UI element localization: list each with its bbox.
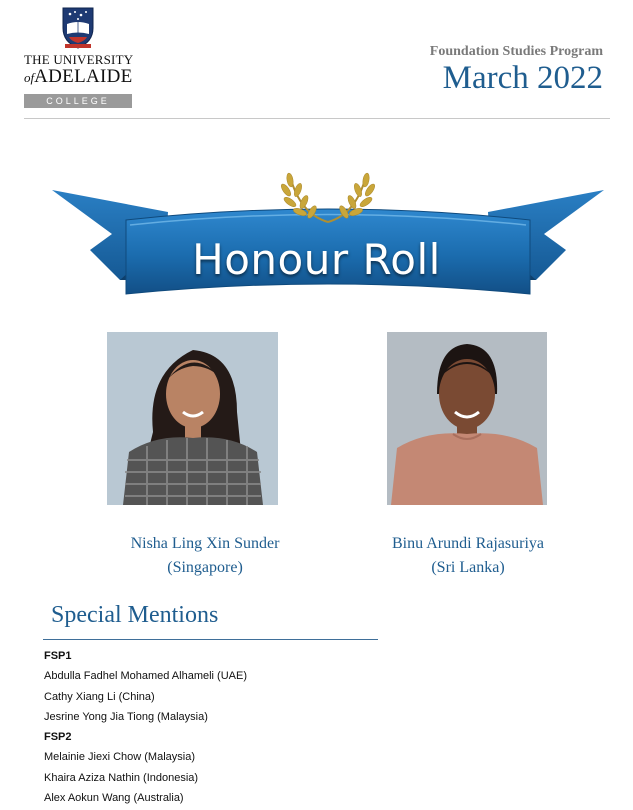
- logo-college-bar: COLLEGE: [24, 94, 132, 108]
- group-label-fsp2: FSP2: [44, 731, 72, 744]
- special-mentions-divider: [43, 639, 378, 640]
- special-mentions-list: [44, 646, 247, 808]
- honouree-photo-2: [387, 332, 547, 505]
- issue-month: March 2022: [442, 60, 603, 96]
- crest-icon: [61, 6, 95, 50]
- logo-university-line: THE UNIVERSITY: [24, 52, 134, 67]
- honouree-photo-1: [107, 332, 278, 505]
- list-item: Melainie Jiexi Chow (Malaysia): [44, 751, 195, 764]
- list-item: Alex Aokun Wang (Australia): [44, 792, 184, 805]
- honour-roll-title: Honour Roll: [192, 235, 441, 284]
- logo-adelaide-line: [24, 66, 132, 88]
- honouree-name-2: Binu Arundi Rajasuriya: [392, 535, 544, 552]
- honouree-caption-2: [343, 532, 593, 580]
- list-item: Cathy Xiang Li (China): [44, 690, 155, 703]
- honouree-name-1: Nisha Ling Xin Sunder: [130, 535, 280, 552]
- header-divider: [24, 118, 610, 119]
- university-logo: [24, 6, 132, 110]
- honouree-country-1: (Singapore): [167, 559, 243, 576]
- special-mentions-title: Special Mentions: [51, 602, 219, 628]
- program-title: Foundation Studies Program: [429, 44, 603, 59]
- logo-adelaide-word: ADELAIDE: [34, 66, 133, 87]
- logo-of-word: of: [24, 70, 35, 85]
- group-label-fsp1: FSP1: [44, 650, 72, 662]
- list-item: Abdulla Fadhel Mohamed Alhameli (UAE): [44, 670, 247, 683]
- honouree-country-2: (Sri Lanka): [431, 559, 505, 576]
- honouree-caption-1: [80, 532, 330, 580]
- list-item: Jesrine Yong Jia Tiong (Malaysia): [44, 710, 208, 723]
- list-item: Khaira Aziza Nathin (Indonesia): [44, 771, 199, 784]
